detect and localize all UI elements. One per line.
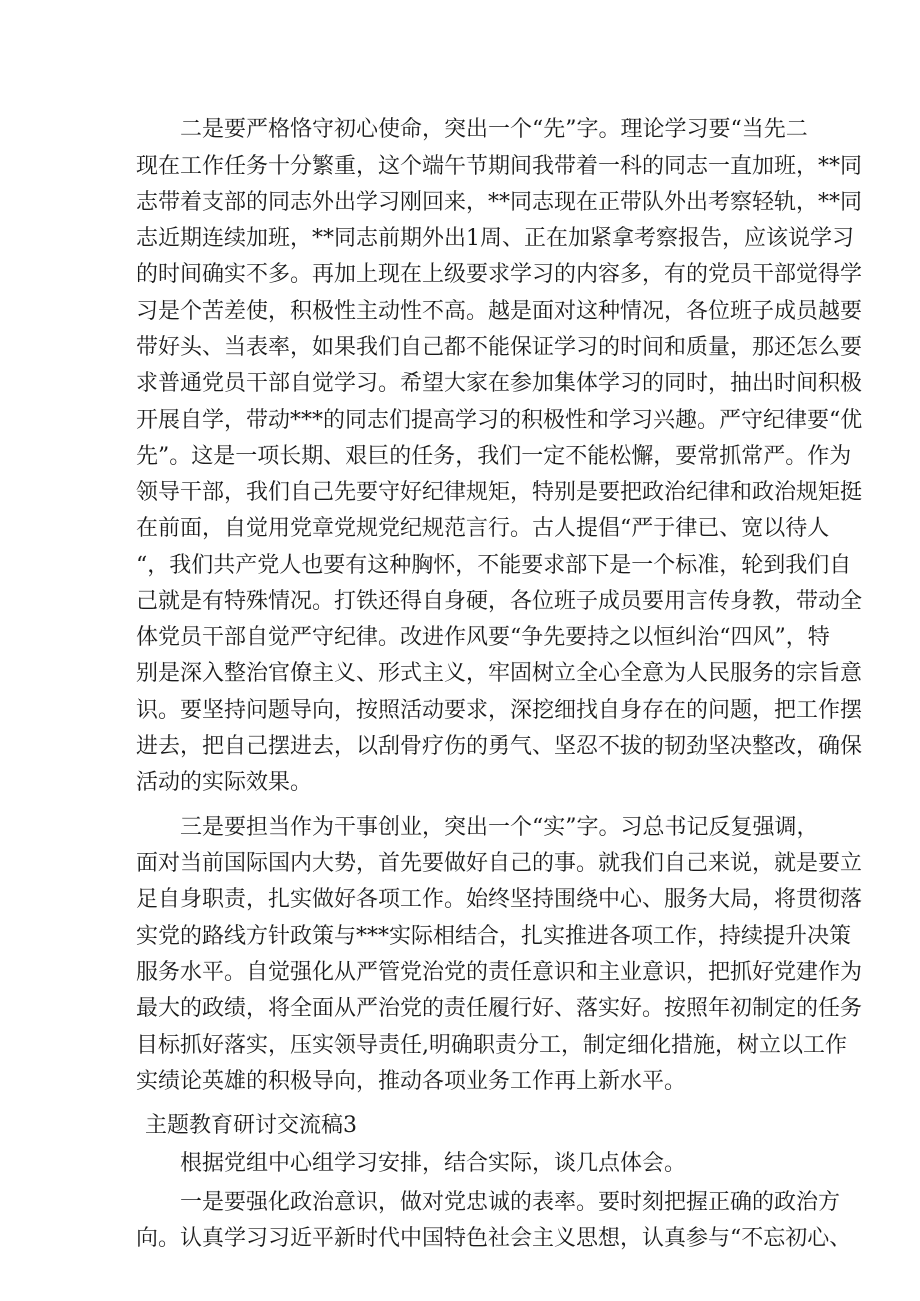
text-line: 求普通党员干部自觉学习。希望大家在参加集体学习的同时，抽出时间积极 (136, 371, 863, 396)
text-line: 一是要强化政治意识，做对党忠诚的表率。要时刻把握正确的政治方 (180, 1190, 841, 1215)
text-line: 面对当前国际国内大势，首先要做好自己的事。就我们自己来说，就是要立 (136, 851, 863, 876)
text-line: 己就是有特殊情况。打铁还得自身硬，各位班子成员要用言传身教，带动全 (136, 589, 863, 614)
text-line: 志近期连续加班，**同志前期外出1周、正在加紧拿考察报告，应该说学习 (136, 226, 854, 251)
text-line: 活动的实际效果。 (136, 770, 313, 795)
text-line: 目标抓好落实，压实领导责任,明确职责分工，制定细化措施，树立以工作 (136, 1033, 847, 1058)
text-line: 实绩论英雄的积极导向，推动各项业务工作再上新水平。 (136, 1069, 687, 1094)
text-line: 足自身职责，扎实做好各项工作。始终坚持围绕中心、服务大局，将贯彻落 (136, 887, 863, 912)
text-line: 进去，把自己摆进去，以刮骨疗伤的勇气、坚忍不拔的韧劲坚决整改，确保 (136, 734, 863, 759)
text-line: 二是要严格恪守初心使命，突出一个“先”字。理论学习要“当先二 (180, 117, 808, 142)
text-line: 先”。这是一项长期、艰巨的任务，我们一定不能松懈，要常抓常严。作为 (136, 444, 852, 469)
text-line: 向。认真学习习近平新时代中国特色社会主义思想，认真参与“不忘初心、 (136, 1226, 852, 1251)
text-line: 服务水平。自觉强化从严管党治党的责任意识和主业意识，把抓好党建作为 (136, 960, 863, 985)
intro-line: 根据党组中心组学习安排，结合实际，谈几点体会。 (180, 1151, 687, 1176)
text-line: 实党的路线方针政策与***实际相结合，扎实推进各项工作，持续提升决策 (136, 924, 852, 949)
text-line: 在前面，自觉用党章党规党纪规范言行。古人提倡“严于律已、宽以待人 (136, 516, 830, 541)
text-line: 识。要坚持问题导向，按照活动要求，深挖细找自身存在的问题，把工作摆 (136, 698, 863, 723)
text-line: “，我们共产党人也要有这种胸怀，不能要求部下是一个标准，轮到我们自 (136, 553, 852, 578)
section-heading: 主题教育研讨交流稿3 (145, 1113, 357, 1138)
text-line: 开展自学，带动***的同志们提高学习的积极性和学习兴趣。严守纪律要“优 (136, 408, 863, 433)
text-line: 习是个苦差使，积极性主动性不高。越是面对这种情况，各位班子成员越要 (136, 299, 863, 324)
text-line: 志带着支部的同志外出学习刚回来，**同志现在正带队外出考察轻轨，**同 (136, 190, 863, 215)
text-line: 现在工作任务十分繁重，这个端午节期间我带着一科的同志一直加班，**同 (136, 154, 863, 179)
text-line: 别是深入整治官僚主义、形式主义，牢固树立全心全意为人民服务的宗旨意 (136, 661, 863, 686)
text-line: 体党员干部自觉严守纪律。改进作风要“争先要持之以恒纠治“四风”，特 (136, 625, 830, 650)
text-line: 三是要担当作为干事创业，突出一个“实”字。习总书记反复强调， (180, 815, 819, 840)
text-line: 的时间确实不多。再加上现在上级要求学习的内容多，有的党员干部觉得学 (136, 262, 863, 287)
text-line: 最大的政绩，将全面从严治党的责任履行好、落实好。按照年初制定的任务 (136, 996, 863, 1021)
text-line: 带好头、当表率，如果我们自己都不能保证学习的时间和质量，那还怎么要 (136, 335, 863, 360)
text-line: 领导干部，我们自己先要守好纪律规矩，特别是要把政治纪律和政治规矩挺 (136, 480, 863, 505)
